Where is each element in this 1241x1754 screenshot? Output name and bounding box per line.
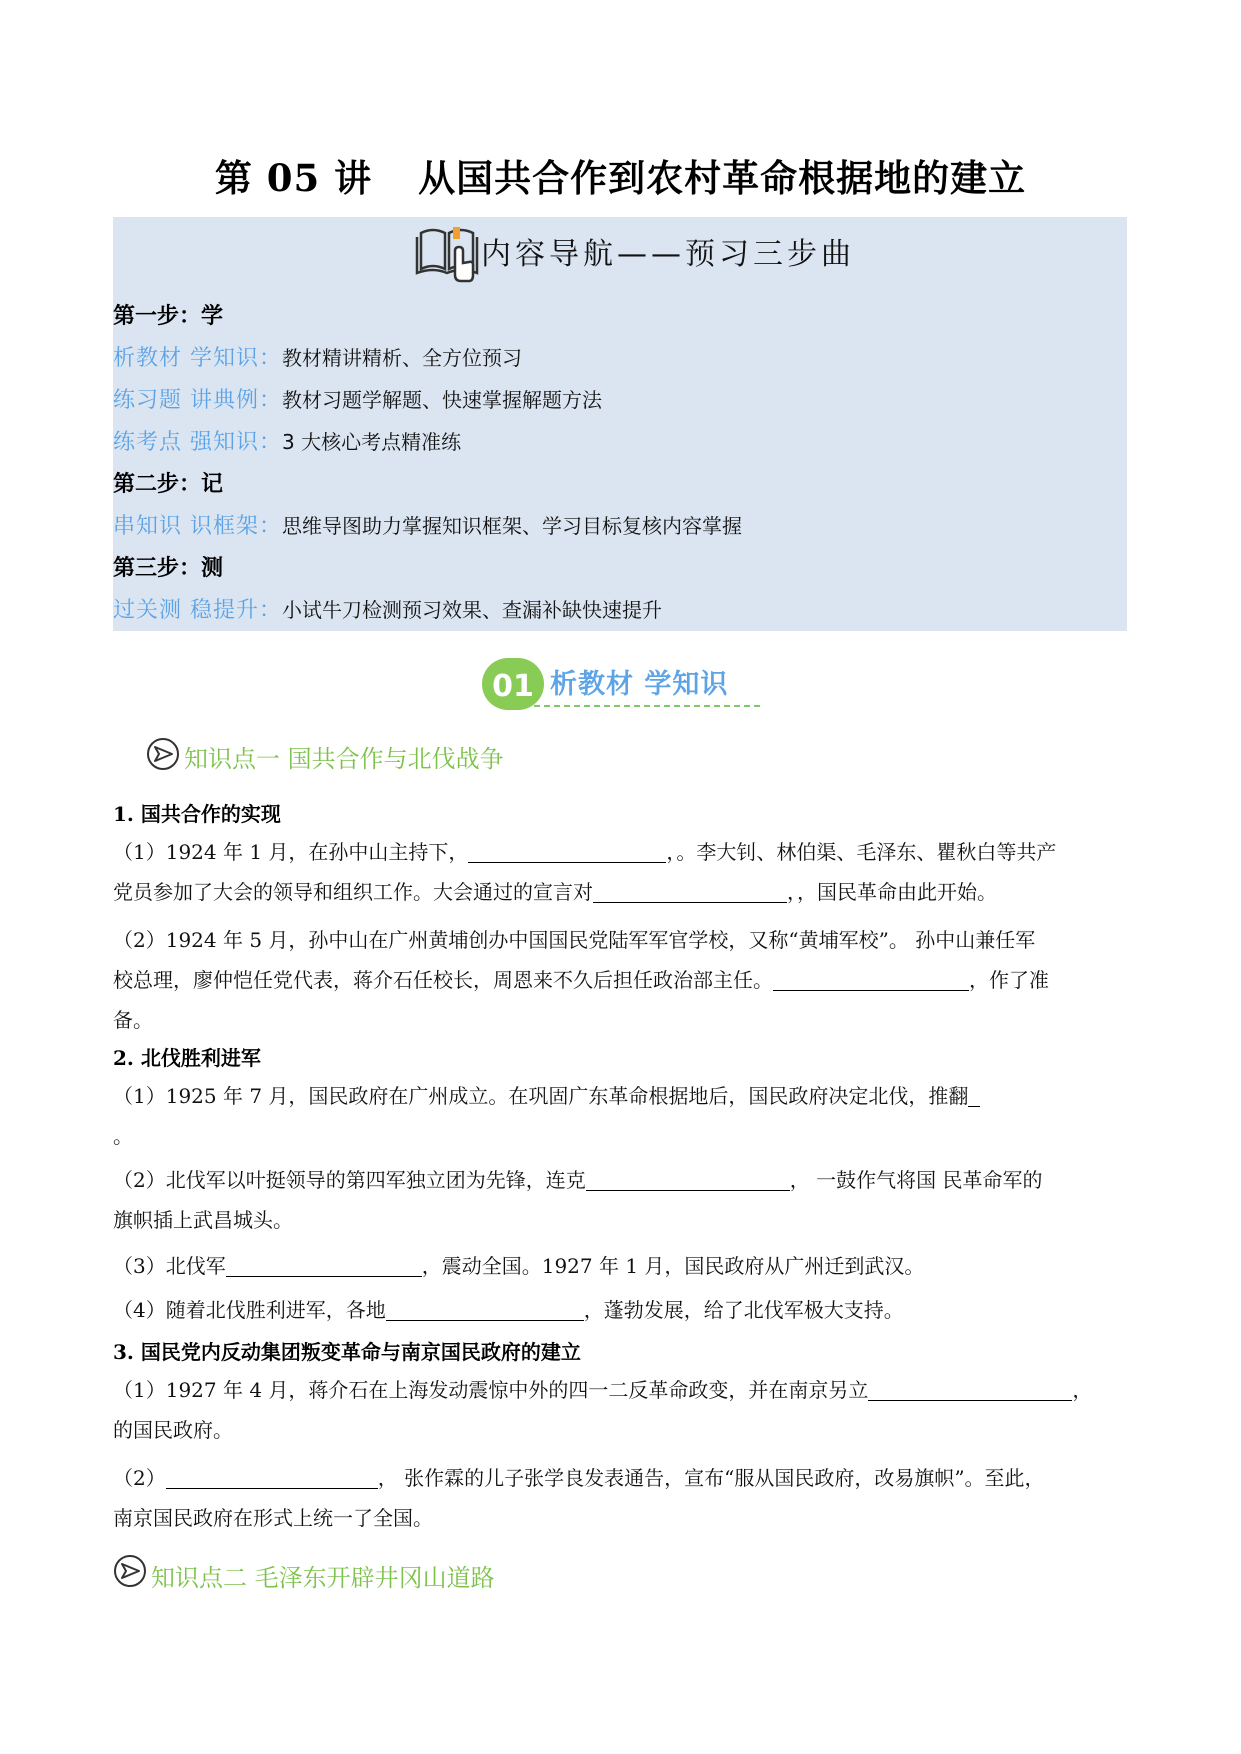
nav-item-desc: 教材精讲精析、全方位预习 [282,346,522,370]
nav-item-key: 练考点 强知识： [113,430,282,455]
nav-heading: 内容导航——预习三步曲 [481,237,855,272]
text-run: 旗帜插上武昌城头。 [113,1208,293,1232]
text-run: （1）1927 年 4 月，蒋介石在上海发动震惊中外的四一二反革命政变，并在南京另立 [113,1378,869,1402]
text-run: ，，国民革命由此开始。 [787,880,997,904]
fill-blank[interactable] [226,1254,422,1277]
nav-item-key: 练习题 讲典例： [113,388,282,413]
text-run: ， 张作霖的儿子张学良发表通告，宣布“服从国民政府，改易旗帜”。至此， [377,1466,1045,1490]
fill-blank[interactable] [868,1378,1072,1401]
heading-1: 1. 国共合作的实现 [113,802,281,826]
nav-step-1 [113,301,223,331]
nav-item-1 [113,343,522,374]
text-run: （1）1924 年 1 月，在孙中山主持下， [113,840,469,864]
nav-item-3 [113,427,461,458]
text-run: ，。李大钊、林伯渠、毛泽东、瞿秋白等共产 [666,840,1057,864]
text-run: 的国民政府。 [113,1418,233,1442]
fill-blank[interactable] [968,1084,980,1107]
nav-item-key: 析教材 学知识： [113,346,282,371]
fill-blank[interactable] [773,968,969,991]
nav-step-3 [113,553,223,583]
knowledge-point-1 [146,737,546,777]
nav-step-2 [113,469,223,499]
paragraph-5 [113,1246,1128,1286]
step-3-label: 第三步：测 [113,555,224,581]
text-run: （2）1924 年 5 月，孙中山在广州黄埔创办中国国民党陆军军官学校，又称“黄埔军校”。 孙中山兼任军 [113,928,1036,952]
paragraph-3 [113,1076,1128,1156]
text-run: ，震动全国。1927 年 1 月，国民政府从广州迁到武汉。 [421,1254,925,1278]
text-run: 校总理，廖仲恺任党代表，蒋介石任校长，周恩来不久后担任政治部主任。 [113,968,773,992]
text-run: 党员参加了大会的领导和组织工作。大会通过的宣言对 [113,880,593,904]
knowledge-point-1-label: 知识点一 国共合作与北伐战争 [184,745,504,773]
section-divider [534,705,760,707]
send-arrow-icon [146,737,180,775]
nav-item-desc: 教材习题学解题、快速掌握解题方法 [282,388,602,412]
heading-3: 3. 国民党内反动集团叛变革命与南京国民政府的建立 [113,1340,581,1364]
fill-blank[interactable] [166,1466,378,1489]
text-run: （3）北伐军 [113,1254,226,1278]
fill-blank[interactable] [586,1168,790,1191]
section-number: 01 [492,669,534,704]
knowledge-point-2-label: 知识点二 毛泽东开辟井冈山道路 [151,1564,495,1592]
book-icon [415,221,479,287]
text-run: ， [1072,1378,1093,1402]
step-2-label: 第二步：记 [113,471,224,497]
section-title: 析教材 学知识 [550,669,729,700]
page-title [0,148,1241,202]
text-run: 备。 [113,1008,153,1032]
nav-item-4 [113,511,742,542]
text-run: ，蓬勃发展，给了北伐军极大支持。 [583,1298,904,1322]
paragraph-4 [113,1160,1128,1240]
nav-item-5 [113,595,662,626]
paragraph-2 [113,920,1128,1040]
text-run: 南京国民政府在形式上统一了全国。 [113,1506,433,1530]
text-run: ，作了准 [969,968,1049,992]
send-arrow-icon [113,1554,147,1592]
fill-blank[interactable] [386,1298,584,1321]
fill-blank[interactable] [468,840,666,863]
nav-item-desc: 3 大核心考点精准练 [282,430,462,454]
paragraph-8 [113,1458,1128,1538]
paragraph-6 [113,1290,1128,1330]
paragraph-7 [113,1370,1128,1450]
fill-blank[interactable] [593,880,787,903]
heading-2: 2. 北伐胜利进军 [113,1046,261,1070]
paragraph-1 [113,832,1128,912]
text-run: ， 一鼓作气将国 民革命军的 [789,1168,1043,1192]
nav-item-key: 串知识 识框架： [113,514,282,539]
nav-header [113,217,1127,287]
nav-item-desc: 思维导图助力掌握知识框架、学习目标复核内容掌握 [282,514,742,538]
nav-item-desc: 小试牛刀检测预习效果、查漏补缺快速提升 [282,598,662,622]
lecture-number: 第 05 讲 [214,156,373,200]
text-run: （2） [113,1466,166,1490]
nav-item-key: 过关测 稳提升： [113,598,282,623]
text-run: （1）1925 年 7 月，国民政府在广州成立。在巩固广东革命根据地后，国民政府决定北伐，推翻 [113,1084,969,1108]
content-navigation-box [113,217,1127,631]
text-run: （2）北伐军以叶挺领导的第四军独立团为先锋，连克 [113,1168,586,1192]
knowledge-point-2 [113,1554,633,1594]
lecture-topic: 从国共合作到农村革命根据地的建立 [418,156,1027,200]
text-run: （4）随着北伐胜利进军，各地 [113,1298,386,1322]
nav-item-2 [113,385,602,416]
text-run: 。 [113,1124,133,1148]
section-number-badge [480,656,546,716]
step-1-label: 第一步：学 [113,303,224,329]
